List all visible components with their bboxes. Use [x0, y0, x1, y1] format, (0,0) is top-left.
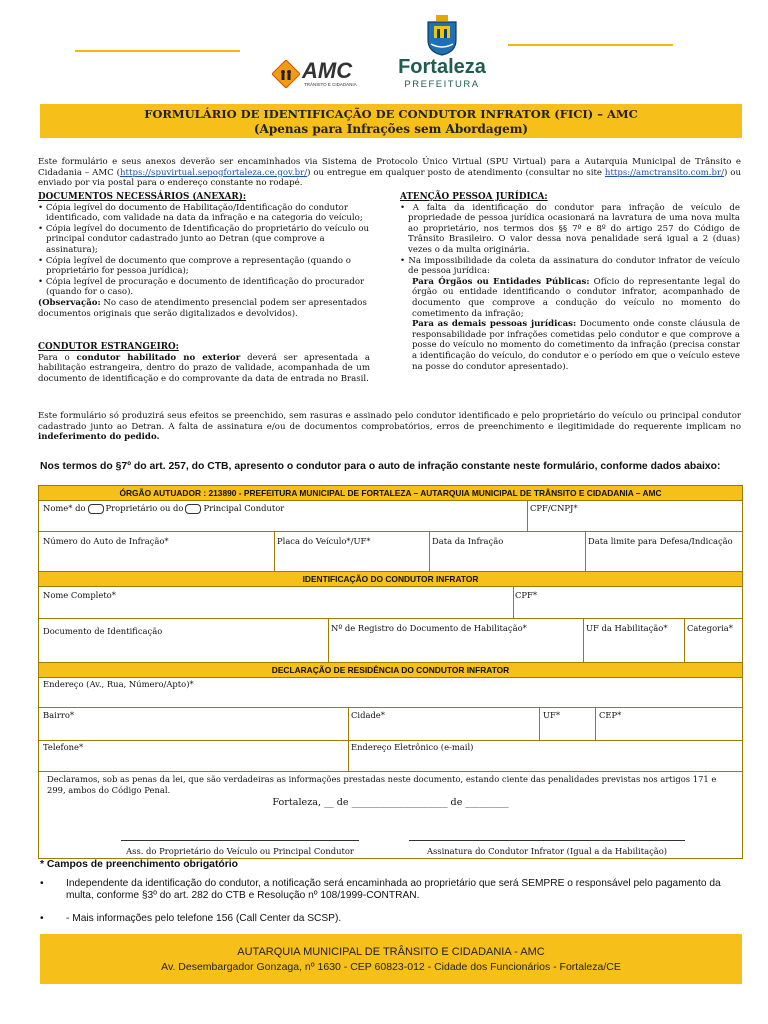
id-document-label: Documento de Identificação — [43, 626, 163, 636]
amc-logo-subtext: TRÂNSITO E CIDADANIA — [304, 82, 357, 87]
info-bullets — [40, 878, 740, 925]
district-label: Bairro* — [43, 710, 75, 720]
city-crest-icon — [422, 14, 462, 56]
documents-section — [38, 192, 370, 319]
license-uf-label: UF da Habilitação* — [586, 623, 668, 633]
amc-site-link[interactable]: https://amctransito.com.br/ — [604, 167, 725, 178]
city-label: Cidade* — [351, 710, 385, 720]
deadline-label: Data limite para Defesa/Indicação — [588, 536, 733, 546]
city-logo-subtitle: PREFEITURA — [404, 79, 480, 90]
documents-observation: (Observação: No caso de atendimento presencial podem ser apresentados documentos originais que serão digitalizados e devolvidos). — [38, 297, 367, 319]
owner-name-label: Nome* do Proprietário ou do Principal Condutor — [43, 503, 285, 513]
city-logo-title: Fortaleza — [398, 56, 486, 78]
category-label: Categoria* — [687, 623, 733, 633]
driver-signature-label: Assinatura do Condutor Infrator (Igual a da Habilitação) — [426, 846, 668, 856]
list-item: • Cópia legível do documento de Identificação do proprietário do veículo ou principal condutor cadastrado junto ao Detran (que comprove a assinatura); — [38, 223, 370, 255]
header-rule-left — [75, 50, 240, 52]
required-note: * Campos de preenchimento obrigatório — [40, 859, 239, 870]
amc-logo-text: AMC — [302, 58, 353, 83]
cep-label: CEP* — [599, 710, 622, 720]
spu-link[interactable]: https://spuvirtual.sepogfortaleza.ce.gov.br/ — [120, 167, 308, 178]
residence-band: DECLARAÇÃO DE RESIDÊNCIA DO CONDUTOR INFRATOR — [39, 663, 742, 677]
legal-entity-section — [400, 192, 740, 372]
principal-driver-checkbox[interactable] — [185, 504, 201, 514]
terms-statement: Nos termos do §7º do art. 257, do CTB, apresento o condutor para o auto de infração constante neste formulário, conforme dados abaixo: — [40, 461, 721, 472]
uf-label: UF* — [543, 710, 561, 720]
footer-title: AUTARQUIA MUNICIPAL DE TRÂNSITO E CIDADANIA - AMC — [237, 946, 545, 958]
date-line: Fortaleza, __ de ____________________ de _________ — [272, 797, 509, 808]
cpf-cnpj-label: CPF/CNPJ* — [530, 503, 578, 513]
intro-text-b: ) ou entregue em qualquer posto de atendimento (consultar no site — [307, 167, 605, 178]
list-item: • Independente da identificação do condutor, a notificação será encaminhada ao proprietário que será SEMPRE o responsável pelo pagamento da multa, conforme §3º do art. 282 do CTB e Resolução nº 108/1999-CONTRAN. — [40, 878, 721, 901]
form-title-band — [40, 104, 742, 138]
footer — [40, 934, 742, 984]
owner-signature-label: Ass. do Proprietário do Veículo ou Principal Condutor — [126, 846, 354, 856]
documents-heading: DOCUMENTOS NECESSÁRIOS (ANEXAR): — [38, 192, 247, 202]
plate-label: Placa do Veículo*/UF* — [277, 536, 371, 546]
public-entity-text: Para Órgãos ou Entidades Públicas: Ofício do representante legal do órgão ou entidade identificando o condutor infrator, acompanhado de documento que comprove a condução do veículo no momento do cometimento da infração; — [412, 276, 740, 319]
owner-checkbox[interactable] — [88, 504, 104, 514]
auto-number-label: Número do Auto de Infração* — [43, 536, 169, 546]
email-label: Endereço Eletrônico (e-mail) — [351, 742, 474, 752]
infraction-date-label: Data da Infração — [432, 536, 504, 546]
driver-signature-line[interactable] — [409, 840, 685, 841]
validity-notice: Este formulário só produzirá seus efeitos se preenchido, sem rasuras e assinado pelo condutor identificado e pelo proprietário do veículo ou principal condutor cadastrado junto ao Detran. A falta de assinatura e/ou de documentos comprobatórios, erros de preenchimento e ilegitimidade do requerente implicam no indeferimento do pedido. — [38, 411, 741, 443]
amc-logo — [272, 58, 368, 90]
form-subtitle: (Apenas para Infrações sem Abordagem) — [253, 122, 529, 136]
list-item: • - Mais informações pelo telefone 156 (Call Center da SCSP). — [40, 913, 342, 924]
full-name-label: Nome Completo* — [43, 590, 116, 600]
foreign-driver-heading: CONDUTOR ESTRANGEIRO: — [38, 342, 179, 352]
other-entity-text: Para as demais pessoas jurídicas: Documento onde conste cláusula de responsabilidade por infrações cometidas pelo condutor e que comprove a posse do veículo no momento do cometimento da infração (precisa constar a identificação do veículo, do condutor e o período em que o veículo esteve na posse do condutor apresentado). — [412, 319, 741, 372]
intro-paragraph — [38, 157, 741, 189]
list-item: • Cópia legível de procuração e documento de identificação do procurador (quando for o caso). — [38, 276, 365, 298]
legal-entity-heading: ATENÇÃO PESSOA JURÍDICA: — [400, 192, 548, 202]
list-item: • Cópia legível do documento de Habilitação/Identificação do condutor identificado, com validade na data da infração e na categoria do veículo; — [38, 202, 363, 224]
foreign-driver-section — [38, 342, 370, 384]
amc-diamond-icon — [272, 60, 300, 88]
form-title: FORMULÁRIO DE IDENTIFICAÇÃO DE CONDUTOR INFRATOR (FICI) – AMC — [144, 107, 638, 121]
org-band: ÓRGÃO AUTUADOR : 213890 - PREFEITURA MUNICIPAL DE FORTALEZA – AUTARQUIA MUNICIPAL DE TRÂNSITO E CIDADANIA – AMC — [39, 486, 742, 500]
foreign-driver-text: Para o condutor habilitado no exterior deverá ser apresentada a habilitação estrangeira, dentro do prazo de validade, acompanhada de um documento de identificação e do comprovante da data de entrada no Brasil. — [38, 352, 370, 384]
license-registration-label: Nº de Registro do Documento de Habilitação* — [331, 623, 527, 633]
list-item: • Cópia legível de documento que comprove a representação (quando o proprietário for pessoa jurídica); — [38, 255, 351, 277]
phone-label: Telefone* — [43, 742, 84, 752]
owner-signature-line[interactable] — [121, 840, 359, 841]
list-item: • A falta da identificação do condutor para infração de veículo de propriedade de pessoa jurídica ocasionará na lavratura de uma nova multa ao proprietário, nos termos dos §§ 7º e 8º do artigo 257 do Código de Trânsito Brasileiro. O valor dessa nova penalidade será igual a 2 (duas) vezes o da multa originária. — [400, 202, 740, 255]
fortaleza-logo — [392, 14, 492, 94]
declaration-text: Declaramos, sob as penas da lei, que são verdadeiras as informações prestadas neste documento, estando ciente das penalidades previstas nos artigos 171 e 299, ambos do Código Penal. — [47, 774, 717, 795]
intro-text-c: ) ou enviado por via postal para o endereço constante no rodapé. — [38, 167, 742, 189]
address-label: Endereço (Av., Rua, Número/Apto)* — [43, 679, 194, 689]
list-item: • Na impossibilidade da coleta da assinatura do condutor infrator de veículo de pessoa jurídica: — [400, 255, 740, 277]
driver-band: IDENTIFICAÇÃO DO CONDUTOR INFRATOR — [39, 572, 742, 586]
cpf-label: CPF* — [515, 590, 538, 600]
identification-form — [38, 485, 743, 859]
intro-text-a: Este formulário e seus anexos deverão ser encaminhados via Sistema de Protocolo Único Virtual (SPU Virtual) para a Autarquia Municipal de Trânsito e Cidadania – AMC ( — [38, 157, 741, 178]
header-rule-right — [508, 44, 673, 46]
footer-address: Av. Desembargador Gonzaga, nº 1630 - CEP 60823-012 - Cidade dos Funcionários - Fortaleza/CE — [161, 961, 621, 973]
